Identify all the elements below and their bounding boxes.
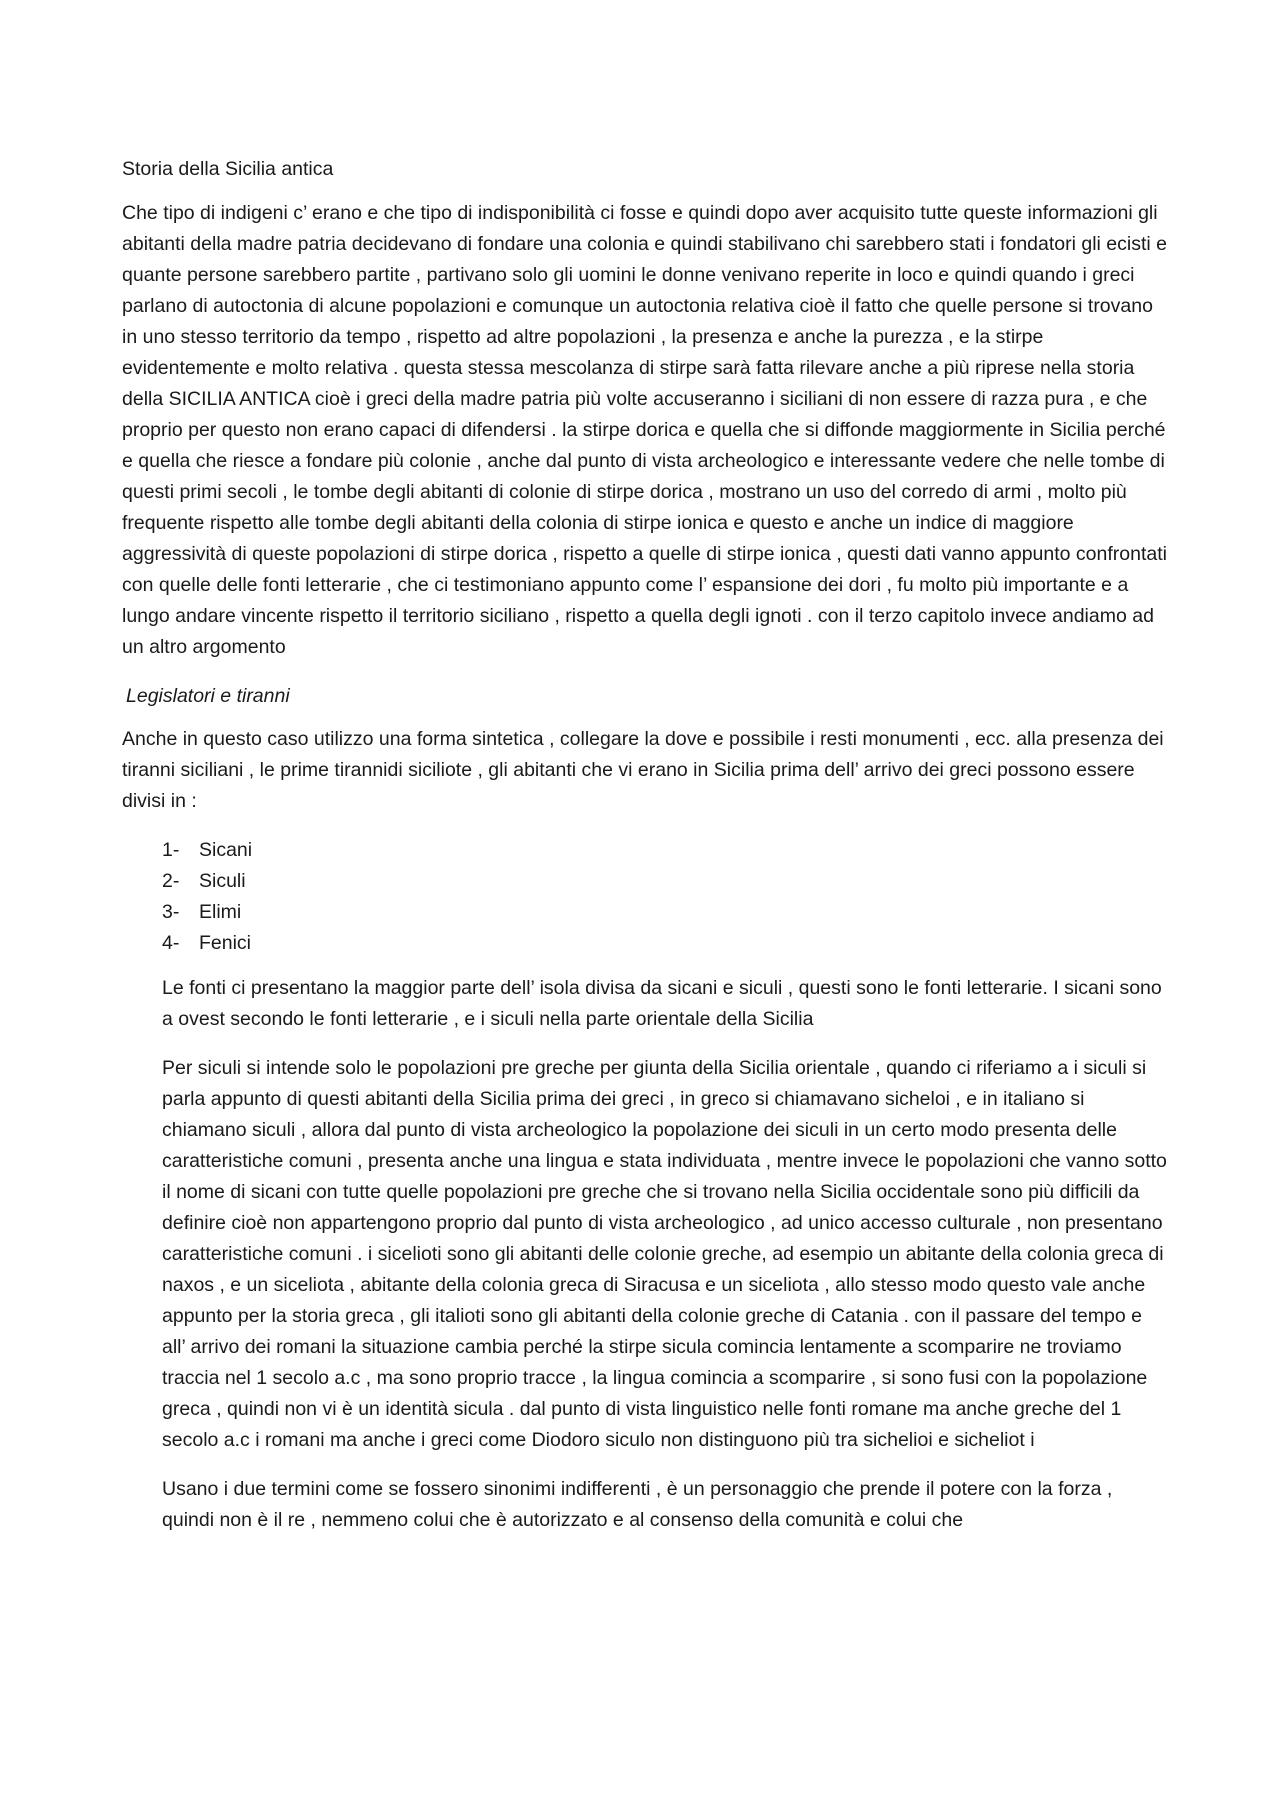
list-item bbox=[162, 897, 1167, 928]
list-item bbox=[162, 835, 1167, 866]
paragraph-tyrants: Usano i due termini come se fossero sinonimi indifferenti , è un personaggio che prende il potere con la forza , quindi non è il re , nemmeno colui che è autorizzato e al consenso della comunità e colui che bbox=[162, 1478, 1113, 1531]
list-item-number: 3- bbox=[162, 901, 180, 923]
list-item-number: 4- bbox=[162, 932, 180, 954]
document-title: Storia della Sicilia antica bbox=[122, 158, 334, 180]
paragraph-intro-peoples: Anche in questo caso utilizzo una forma sintetica , collegare la dove e possibile i resti monumenti , ecc. alla presenza dei tiranni siciliani , le prime tirannidi siciliote , gli abitanti che vi erano in Sicilia prima dell’ arrivo dei greci possono essere divisi in : bbox=[122, 728, 1164, 812]
paragraph-sources: Le fonti ci presentano la maggior parte dell’ isola divisa da sicani e siculi , questi sono le fonti letterarie. I sicani sono a ovest secondo le fonti letterarie , e i siculi nella parte orientale della Sicilia bbox=[162, 977, 1162, 1030]
list-item-number: 1- bbox=[162, 839, 180, 861]
list-item bbox=[162, 928, 1167, 959]
paragraph-siculi: Per siculi si intende solo le popolazioni pre greche per giunta della Sicilia orientale , quando ci riferiamo a i siculi si parla appunto di questi abitanti della Sicilia prima dei greci , in greco si chiamavano sicheloi , e in italiano si chiamano siculi , allora dal punto di vista archeologico la popolazione dei siculi in un certo modo presenta delle caratteristiche comuni , presenta anche una lingua e stata individuata , mentre invece le popolazioni che vanno sotto il nome di sicani con tutte quelle popolazioni pre greche che si trovano nella Sicilia occidentale sono più difficili da definire cioè non appartengono proprio dal punto di vista archeologico , ad unico accesso culturale , non presentano caratteristiche comuni . i sicelioti sono gli abitanti delle colonie greche, ad esempio un abitante della colonia greca di naxos , e un siceliota , abitante della colonia greca di Siracusa e un siceliota , allo stesso modo questo vale anche appunto per la storia greca , gli italioti sono gli abitanti della colonie greche di Catania . con il passare del tempo e all’ arrivo dei romani la situazione cambia perché la stirpe sicula comincia lentamente a scomparire ne troviamo traccia nel 1 secolo a.c , ma sono proprio tracce , la lingua comincia a scomparire , si sono fusi con la popolazione greca , quindi non vi è un identità sicula . dal punto di vista linguistico nelle fonti romane ma anche greche del 1 secolo a.c i romani ma anche i greci come Diodoro siculo non distinguono più tra sichelioi e sicheliot i bbox=[162, 1057, 1167, 1451]
list-item-label: Sicani bbox=[199, 839, 253, 861]
document-body bbox=[122, 154, 1167, 1554]
paragraph-colonization: Che tipo di indigeni c’ erano e che tipo di indisponibilità ci fosse e quindi dopo aver acquisito tutte queste informazioni gli abitanti della madre patria decidevano di fondare una colonia e quindi stabilivano chi sarebbero stati i fondatori gli ecisti e quante persone sarebbero partite , partivano solo gli uomini le donne venivano reperite in loco e quindi quando i greci parlano di autoctonia di alcune popolazioni e comunque un autoctonia relativa cioè il fatto che quelle persone si trovano in uno stesso territorio da tempo , rispetto ad altre popolazioni , la presenza e anche la purezza , e la stirpe evidentemente e molto relativa . questa stessa mescolanza di stirpe sarà fatta rilevare anche a più riprese nella storia della SICILIA ANTICA cioè i greci della madre patria più volte accuseranno i siciliani di non essere di razza pura , e che proprio per questo non erano capaci di difendersi . la stirpe dorica e quella che si diffonde maggiormente in Sicilia perché e quella che riesce a fondare più colonie , anche dal punto di vista archeologico e interessante vedere che nelle tombe di questi primi secoli , le tombe degli abitanti di colonie di stirpe dorica , mostrano un uso del corredo di armi , molto più frequente rispetto alle tombe degli abitanti della colonia di stirpe ionica e questo e anche un indice di maggiore aggressività di queste popolazioni di stirpe dorica , rispetto a quelle di stirpe ionica , questi dati vanno appunto confrontati con quelle delle fonti letterarie , che ci testimoniano appunto come l’ espansione dei dori , fu molto più importante e a lungo andare vincente rispetto il territorio siciliano , rispetto a quella degli ignoti . con il terzo capitolo invece andiamo ad un altro argomento bbox=[122, 202, 1167, 658]
section-subtitle: Legislatori e tiranni bbox=[126, 685, 290, 707]
list-item bbox=[162, 866, 1167, 897]
list-item-label: Siculi bbox=[199, 870, 246, 892]
list-item-label: Fenici bbox=[199, 932, 252, 954]
peoples-list bbox=[122, 835, 1167, 959]
list-item-number: 2- bbox=[162, 870, 180, 892]
list-item-label: Elimi bbox=[199, 901, 242, 923]
